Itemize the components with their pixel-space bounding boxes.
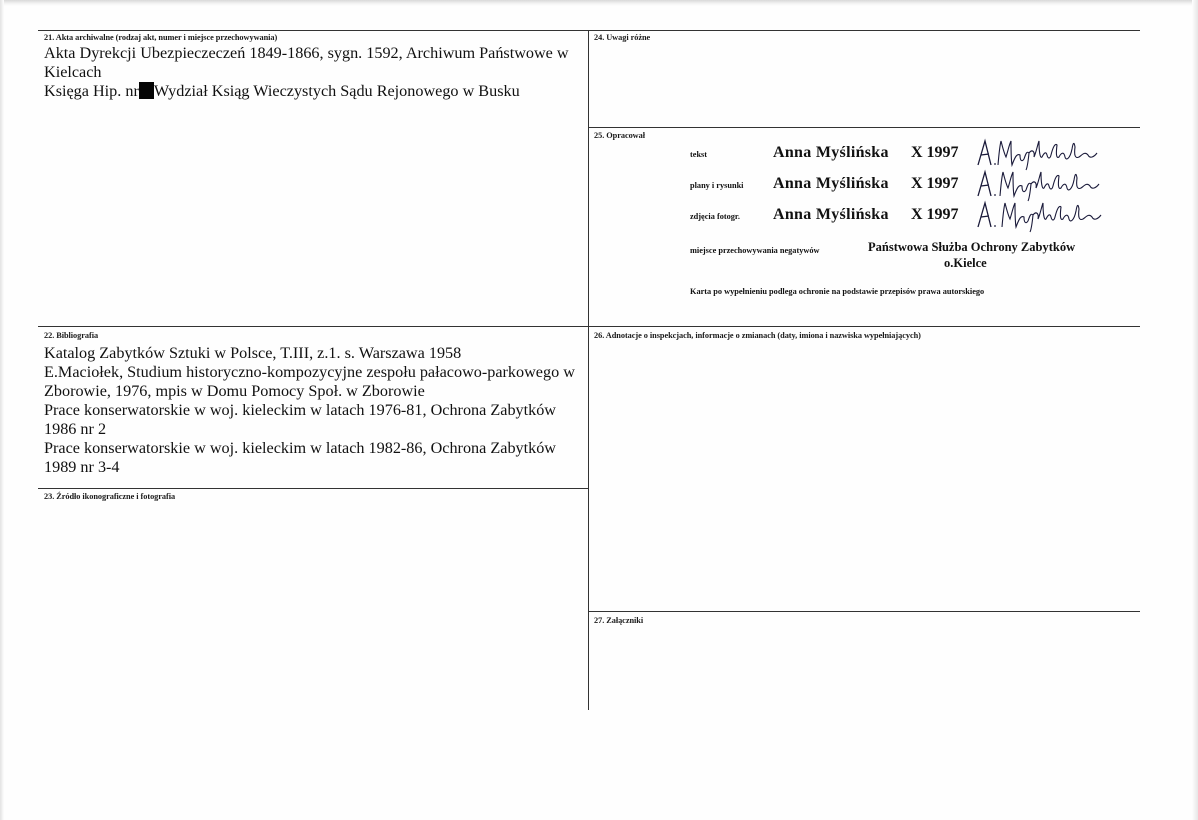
field-25-label: 25. Opracował: [594, 131, 645, 140]
author-date: X 1997: [911, 144, 959, 161]
divider-22-23: [38, 488, 588, 489]
center-divider: [588, 30, 589, 710]
land-registry-text: Wydział Ksiąg Wieczystych Sądu Rejonowego w Busku: [153, 82, 520, 100]
author-name: Anna Myślińska: [773, 175, 889, 192]
field-26-label: 26. Adnotacje o inspekcjach, informacje o zmianach (daty, imiona i nazwiska wypełniających): [594, 331, 921, 340]
author-role: zdjęcia fotogr.: [690, 212, 740, 221]
author-row-plans: [690, 170, 1150, 198]
negatives-location-label: miejsce przechowywania negatywów: [690, 246, 820, 255]
field-21-line: [44, 82, 569, 101]
negatives-location-value: Państwowa Służba Ochrony Zabytków: [868, 240, 1076, 254]
field-21-label: 21. Akta archiwalne (rodzaj akt, numer i miejsce przechowywania): [44, 33, 278, 42]
bibliography-line: E.Maciołek, Studium historyczno-kompozycyjne zespołu pałacowo-parkowego w: [44, 363, 575, 381]
bibliography-line: Zborowie, 1976, mpis w Domu Pomocy Społ. w Zborowie: [44, 382, 425, 400]
field-22-bibliography: [44, 344, 575, 477]
author-name: Anna Myślińska: [773, 144, 889, 161]
field-21-line: Akta Dyrekcji Ubezpieczeczeń 1849-1866, sygn. 1592, Archiwum Państwowe w: [44, 44, 569, 62]
paper-edge-top: [0, 0, 1198, 6]
field-21-line: Kielcach: [44, 63, 102, 81]
mortgage-book-text: Księga Hip. nr: [44, 82, 139, 100]
bibliography-line: Prace konserwatorskie w woj. kieleckim w latach 1982-86, Ochrona Zabytków: [44, 439, 557, 457]
field-22-label: 22. Bibliografia: [44, 331, 99, 340]
paper-edge-left: [0, 0, 4, 820]
redaction-block: [139, 82, 154, 99]
divider-24-25: [588, 127, 1140, 128]
bibliography-line: Katalog Zabytków Sztuki w Polsce, T.III, z.1. s. Warszawa 1958: [44, 344, 462, 362]
field-23-label: 23. Źródło ikonograficzne i fotografia: [44, 492, 176, 501]
divider-21-22: [38, 326, 1140, 327]
top-border: [38, 30, 1140, 31]
signature-image: [976, 197, 1106, 233]
author-date: X 1997: [911, 175, 959, 192]
divider-26-27: [588, 611, 1140, 612]
author-date: X 1997: [911, 206, 959, 223]
author-row-text: [690, 139, 1150, 167]
bibliography-line: 1986 nr 2: [44, 420, 107, 438]
author-name: Anna Myślińska: [773, 206, 889, 223]
field-27-label: 27. Załączniki: [594, 616, 644, 625]
author-role: plany i rysunki: [690, 181, 744, 190]
field-24-label: 24. Uwagi różne: [594, 33, 651, 42]
field-21-archival-records: [44, 44, 569, 101]
author-row-photos: [690, 201, 1150, 229]
copyright-note: Karta po wypełnieniu podlega ochronie na podstawie przepisów prawa autorskiego: [690, 287, 985, 296]
negatives-location-city: o.Kielce: [944, 256, 987, 270]
bibliography-line: 1989 nr 3-4: [44, 458, 120, 476]
paper-edge-right: [1192, 0, 1198, 820]
bibliography-line: Prace konserwatorskie w woj. kieleckim w latach 1976-81, Ochrona Zabytków: [44, 401, 557, 419]
author-role: tekst: [690, 150, 708, 159]
